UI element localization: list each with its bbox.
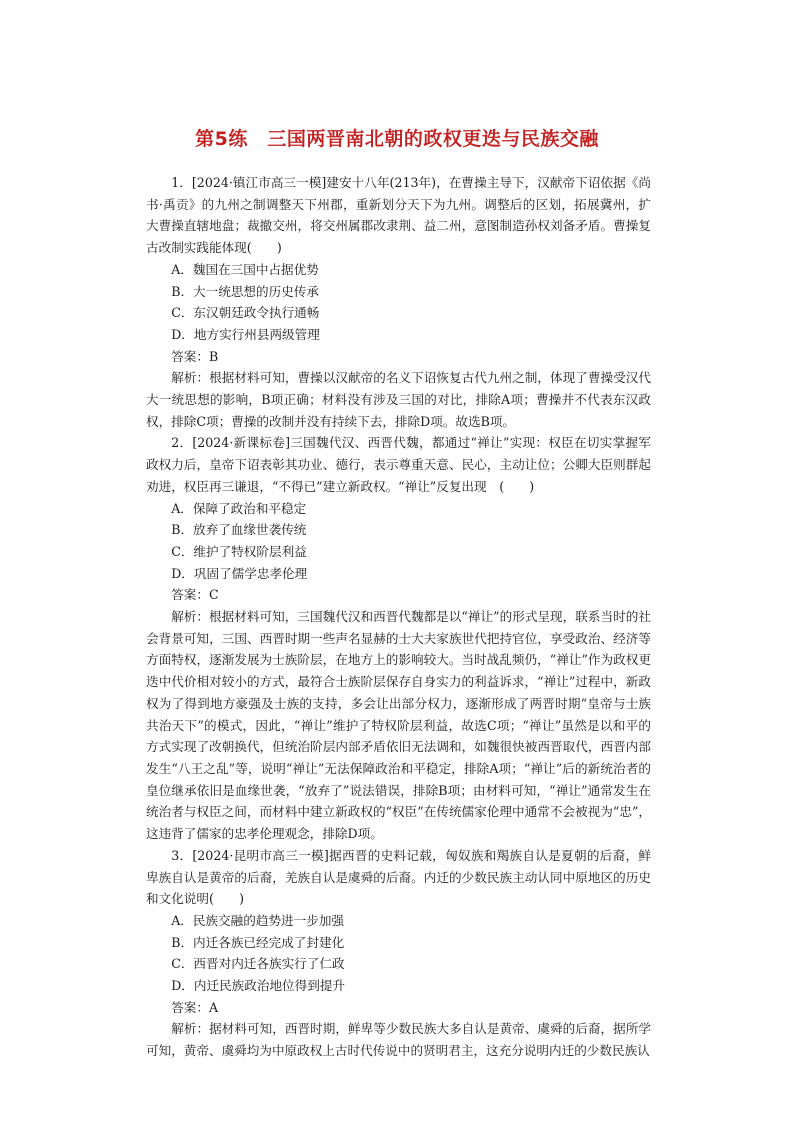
analysis: 解析：根据材料可知，曹操以汉献帝的名义下诏恢复古代九州之制，体现了曹操受汉代大一统思想的影响，B项正确；材料没有涉及三国的对比，排除A项；曹操并不代表东汉政权，排除C项；曹操的改制并没有持续下去，排除D项。故选B项。 — [146, 370, 651, 429]
option-b: B．大一统思想的历史传承 — [171, 283, 319, 299]
option-c: C．西晋对内迁各族实行了仁政 — [171, 956, 345, 972]
page-title: 第5练 三国两晋南北朝的政权更迭与民族交融 — [195, 128, 599, 150]
analysis: 解析：根据材料可知，三国魏代汉和西晋代魏都是以“禅让”的形式呈现，联系当时的社会背景可知，三国、西晋时期一些声名显赫的士大夫家族世代把持官位，享受政治、经济等方面特权，逐渐发展为士族阶层，在地方上的影响较大。当时战乱频仍，“禅让”作为政权更迭中代价相对较小的方式，最符合士族阶层保存自身实力的利益诉求，“禅让”过程中，新政权为了得到地方豪强及士族的支持，多会让出部分权力，逐渐形成了两晋时期“皇帝与士族共治天下”的模式，因此，“禅让”维护了特权阶层利益，故选C项；“禅让”虽然是以和平的方式实现了改朝换代，但统治阶层内部矛盾依旧无法调和，如魏很快被西晋取代，西晋内部发生“八王之乱”等，说明“禅让”无法保障政治和平稳定，排除A项；“禅让”后的新统治者的皇位继承依旧是血缘世袭，“放弃了”说法错误，排除B项；由材料可知，“禅让”通常发生在统治者与权臣之间，而材料中建立新政权的“权臣”在传统儒家伦理中通常不会被视为“忠”，这违背了儒家的忠孝伦理观念，排除D项。 — [146, 609, 651, 842]
option-b: B．放弃了血缘世袭传统 — [171, 522, 307, 538]
option-d: D．内迁民族政治地位得到提升 — [171, 978, 346, 994]
analysis: 解析：据材料可知，西晋时期，鲜卑等少数民族大多自认是黄帝、虞舜的后裔，据所学可知，黄帝、虞舜均为中原政权上古时代传说中的贤明君主，这充分说明内迁的少数民族认 — [146, 1021, 651, 1059]
option-d: D．地方实行州县两级管理 — [171, 326, 320, 342]
option-a: A．民族交融的趋势进一步加强 — [171, 912, 345, 928]
question-1 — [146, 172, 651, 432]
option-c: C．维护了特权阶层利益 — [171, 543, 307, 559]
question-list — [146, 172, 651, 1062]
question-stem: 2．[2024·新课标卷]三国魏代汉、西晋代魏，都通过“禅让”实现：权臣在切实掌握军政权力后，皇帝下诏表彰其功业、德行，表示尊重天意、民心，主动让位；公卿大臣则群起劝进，权臣再三谦退，“不得已”建立新政权。“禅让”反复出现 ( ) — [146, 435, 651, 494]
option-a: A．保障了政治和平稳定 — [171, 500, 307, 516]
option-a: A．魏国在三国中占据优势 — [171, 261, 319, 277]
answer: 答案：C — [171, 587, 219, 603]
answer: 答案：B — [171, 348, 219, 364]
option-d: D．巩固了儒学忠孝伦理 — [171, 565, 308, 581]
option-b: B．内迁各族已经完成了封建化 — [171, 934, 345, 950]
option-c: C．东汉朝廷政令执行通畅 — [171, 305, 320, 321]
answer: 答案：A — [171, 999, 219, 1015]
question-stem: 3．[2024·昆明市高三一模]据西晋的史料记载，匈奴族和羯族自认是夏朝的后裔，鲜卑族自认是黄帝的后裔，羌族自认是虞舜的后裔。内迁的少数民族主动认同中原地区的历史和文化说明( ) — [146, 847, 651, 907]
question-2 — [146, 432, 651, 844]
question-stem: 1．[2024·镇江市高三一模]建安十八年(213年)，在曹操主导下，汉献帝下诏依据《尚书·禹贡》的九州之制调整天下州郡，重新划分天下为九州。调整后的区划，拓展冀州，扩大曹操直辖地盘；裁撤交州，将交州属郡改隶荆、益二州，意图制造孙权刘备矛盾。曹操复古改制实践能体现( ) — [146, 175, 651, 256]
question-3 — [146, 845, 651, 1062]
